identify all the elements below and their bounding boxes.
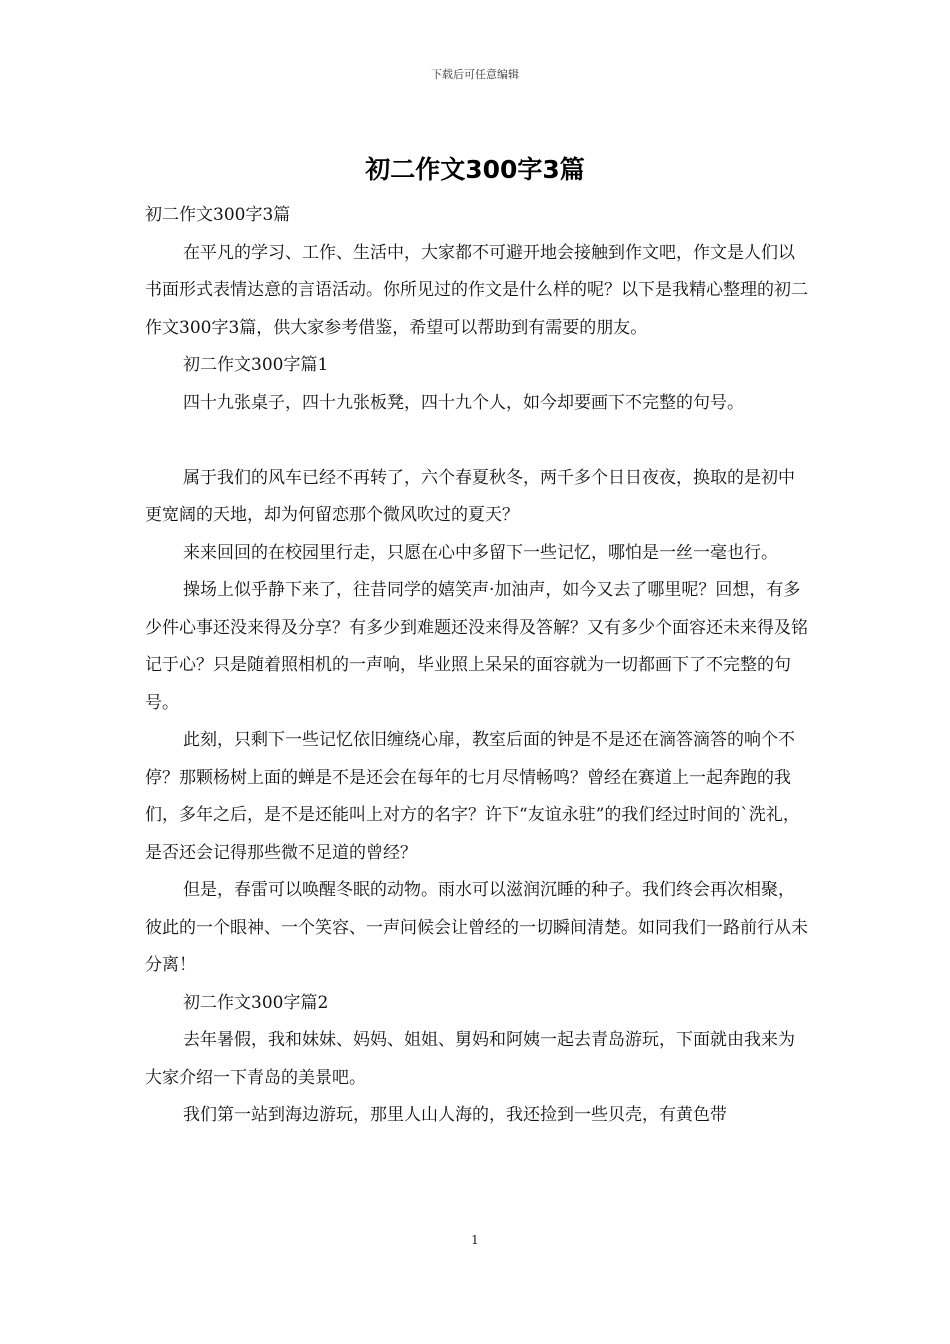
intro-paragraph: 在平凡的学习、工作、生活中，大家都不可避开地会接触到作文吧，作文是人们以书面形式表情达意的言语活动。你所见过的作文是什么样的呢？以下是我精心整理的初二作文300字3篇，供大家参考借鉴，希望可以帮助到有需要的朋友。 [145, 242, 808, 338]
blank-line [145, 422, 810, 460]
subtitle-line: 初二作文300字3篇 [145, 205, 291, 225]
essay1-paragraph-4: 操场上似乎静下来了，往昔同学的嬉笑声·加油声，如今又去了哪里呢？回想，有多少件心事还没来得及分享？有多少到难题还没来得及答解？又有多少个面容还未来得及铭记于心？只是随着照相机的一声响，毕业照上呆呆的面容就为一切都画下了不完整的句号。 [145, 580, 808, 713]
section-heading-2: 初二作文300字篇2 [183, 992, 329, 1013]
header-note: 下载后可任意编辑 [431, 68, 519, 81]
document-title: 初二作文300字3篇 [365, 155, 585, 184]
essay1-paragraph-5: 此刻，只剩下一些记忆依旧缠绕心扉，教室后面的钟是不是还在滴答滴答的响个不停？那颗杨树上面的蝉是不是还会在每年的七月尽情畅鸣？曾经在赛道上一起奔跑的我们，多年之后，是不是还能叫上对方的名字？许下“友谊永驻”的我们经过时间的`洗礼，是否还会记得那些微不足道的曾经？ [145, 730, 800, 863]
essay1-paragraph-6: 但是，春雷可以唤醒冬眠的动物。雨水可以滋润沉睡的种子。我们终会再次相聚，彼此的一个眼神、一个笑容、一声问候会让曾经的一切瞬间清楚。如同我们一路前行从未分离！ [145, 880, 808, 975]
page-number: 1 [471, 1233, 479, 1247]
essay2-paragraph-2: 我们第一站到海边游玩，那里人山人海的，我还捡到一些贝壳，有黄色带 [183, 1105, 727, 1125]
essay2-paragraph-1: 去年暑假，我和妹妹、妈妈、姐姐、舅妈和阿姨一起去青岛游玩，下面就由我来为大家介绍一下青岛的美景吧。 [145, 1030, 795, 1088]
essay1-paragraph-1: 四十九张桌子，四十九张板凳，四十九个人，如今却要画下不完整的句号。 [183, 392, 744, 413]
essay1-paragraph-3: 来来回回的在校园里行走，只愿在心中多留下一些记忆，哪怕是一丝一毫也行。 [183, 542, 778, 563]
document-body [145, 197, 810, 1135]
essay1-paragraph-2: 属于我们的风车已经不再转了，六个春夏秋冬，两千多个日日夜夜，换取的是初中更宽阔的天地，却为何留恋那个微风吹过的夏天？ [145, 467, 795, 525]
section-heading-1: 初二作文300字篇1 [183, 355, 329, 375]
